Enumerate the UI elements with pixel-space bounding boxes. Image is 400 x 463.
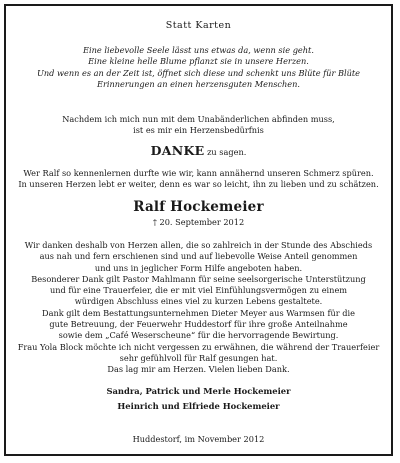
signatures — [6, 384, 391, 413]
body-line: Besonderer Dank gilt Pastor Mahlmann für seine seelsorgerische Unterstützung — [31, 273, 366, 284]
poem — [12, 45, 385, 91]
danke-suffix: zu sagen. — [207, 147, 247, 157]
body-line: Dank gilt dem Bestattungsunternehmen Dieter Meyer aus Warmsen für die — [42, 307, 355, 318]
body-line: sowie dem „Café Weserscheune“ für die hervorragende Bewirtung. — [58, 330, 339, 341]
paragraph-1 — [10, 168, 387, 191]
body-line: Das lag mir am Herzen. Vielen lieben Dank. — [107, 364, 290, 375]
body-line: Wir danken deshalb von Herzen allen, die so zahlreich in der Stunde des Abschieds — [24, 240, 373, 250]
notice-frame — [4, 4, 393, 456]
thanks-body — [14, 240, 383, 376]
intro-text — [10, 114, 387, 137]
danke-line — [6, 143, 391, 158]
death-date: † 20. September 2012 — [152, 217, 245, 227]
body-line: sehr gefühlvoll für Ralf gesungen hat. — [119, 352, 278, 363]
poem-line: Erinnerungen an einen herzensguten Menschen. — [96, 79, 300, 90]
deceased-name: Ralf Hockemeier — [133, 199, 264, 215]
paragraph-line: Wer Ralf so kennenlernen durfte wie wir, kann annähernd unseren Schmerz spüren. — [23, 168, 374, 178]
intro-line: ist es mir ein Herzensbedürfnis — [133, 125, 264, 136]
body-line: Frau Yola Block möchte ich nicht vergessen zu erwähnen, die während der Trauerfeier — [17, 341, 380, 352]
statt-karten-heading: Statt Karten — [165, 20, 232, 31]
body-line: aus nah und fern erschienen sind und auf liebevolle Weise Anteil genommen — [39, 251, 358, 262]
signature-line: Sandra, Patrick und Merle Hockemeier — [106, 386, 291, 396]
intro-line: Nachdem ich mich nun mit dem Unabänderlichen abfinden muss, — [62, 114, 335, 124]
body-line: gute Betreuung, der Feuerwehr Huddestorf für ihre große Anteilnahme — [49, 319, 348, 330]
poem-line: Eine liebevolle Seele lässt uns etwas da, wenn sie geht. — [83, 45, 314, 55]
poem-line: Und wenn es an der Zeit ist, öffnet sich diese und schenkt uns Blüte für Blüte — [36, 67, 361, 78]
body-line: würdigen Abschluss eines viel zu kurzen Lebens gestaltete. — [74, 296, 323, 307]
body-line: und für eine Trauerfeier, die er mit viel Einfühlungsvermögen zu einem — [49, 285, 348, 296]
body-line: und uns in jeglicher Form Hilfe angeboten haben. — [94, 262, 303, 273]
paragraph-line: In unseren Herzen lebt er weiter, denn es war so leicht, ihn zu lieben und zu schätzen. — [18, 179, 379, 190]
poem-line: Eine kleine helle Blume pflanzt sie in unsere Herzen. — [88, 56, 309, 67]
signature-line: Heinrich und Elfriede Hockemeier — [117, 400, 280, 411]
place-date: Huddestorf, im November 2012 — [132, 434, 265, 444]
danke-word: DANKE — [150, 143, 205, 158]
